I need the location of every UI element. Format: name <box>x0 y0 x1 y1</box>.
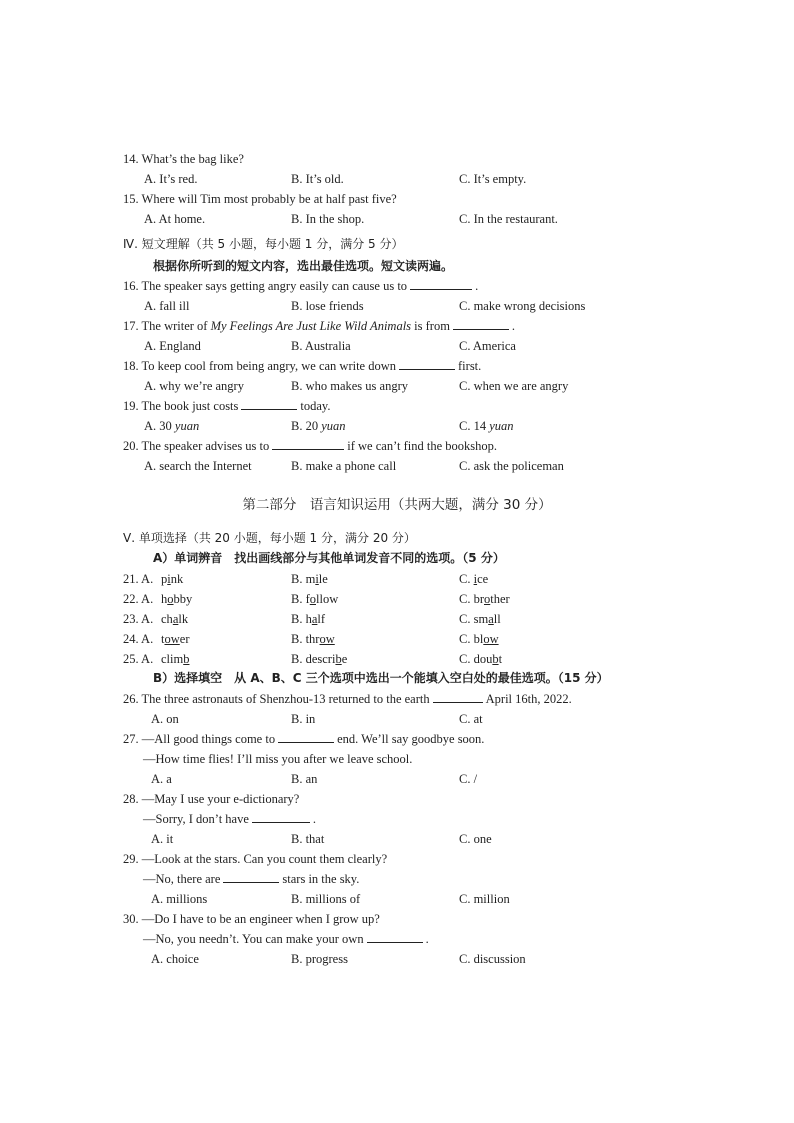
text-after-blank: April 16th, 2022. <box>485 692 572 706</box>
underlined-letters: i <box>315 572 319 586</box>
answer-blank <box>278 729 334 743</box>
word-part: ther <box>490 592 510 606</box>
word-part: B. h <box>291 612 312 626</box>
option-a <box>161 609 188 629</box>
word-part: le <box>318 572 328 586</box>
option-c: C. It’s empty. <box>459 172 527 186</box>
option-c: C. / <box>459 772 478 786</box>
word-part: ll <box>493 612 501 626</box>
option-a: A. England <box>144 339 201 353</box>
question-16-options <box>0 296 794 316</box>
book-title: My Feelings Are Just Like Wild Animals <box>210 319 412 333</box>
question-27-reply <box>0 749 794 769</box>
answer-blank <box>367 929 423 943</box>
question-18-options <box>0 376 794 396</box>
question-20-options <box>0 456 794 476</box>
word-part: C. dou <box>459 652 493 666</box>
option-a: A. search the Internet <box>144 459 252 473</box>
text-after-blank: first. <box>458 359 482 373</box>
underlined-letters: ow <box>319 632 335 646</box>
text-before-blank: 26. The three astronauts of Shenzhou-13 returned to the earth <box>123 692 430 706</box>
option-b: B. Australia <box>291 339 351 353</box>
answer-blank <box>410 276 472 290</box>
answer-blank <box>433 689 483 703</box>
part-2-heading <box>0 494 794 516</box>
word-part: nk <box>170 572 184 586</box>
text-after-blank: . <box>312 812 317 826</box>
word-part: C. <box>459 572 474 586</box>
section-5b-instruction <box>0 668 794 688</box>
question-number: 23. A. <box>123 612 154 626</box>
question-23 <box>0 609 794 629</box>
option-c <box>459 609 501 629</box>
word-part: C. bl <box>459 632 484 646</box>
text-before-blank: 19. The book just costs <box>123 399 239 413</box>
question-text: 28. —May I use your e-dictionary? <box>123 792 300 806</box>
underlined-letters: b <box>183 652 190 666</box>
currency-unit: yuan <box>489 419 514 433</box>
section-4-heading <box>0 234 794 254</box>
answer-blank <box>399 356 455 370</box>
currency-unit: yuan <box>321 419 346 433</box>
section-5a-instruction <box>0 548 794 568</box>
text-before-blank: 20. The speaker advises us to <box>123 439 270 453</box>
option-c: C. ask the policeman <box>459 459 564 473</box>
option-c: C. America <box>459 339 516 353</box>
word-part: B. f <box>291 592 310 606</box>
text-after-blank: . <box>511 319 516 333</box>
option-a-amount: A. 30 <box>144 419 172 433</box>
option-a <box>161 569 183 589</box>
question-number: 25. A. <box>123 652 154 666</box>
question-15-options <box>0 209 794 229</box>
question-number: 24. A. <box>123 632 154 646</box>
option-a: A. millions <box>151 892 208 906</box>
option-b <box>291 649 347 669</box>
option-a <box>144 416 199 436</box>
option-a: A. At home. <box>144 212 206 226</box>
underlined-letters: a <box>488 612 494 626</box>
question-26-options <box>0 709 794 729</box>
option-b: B. an <box>291 772 318 786</box>
option-c <box>459 569 488 589</box>
question-16 <box>0 276 794 296</box>
option-a: A. It’s red. <box>144 172 198 186</box>
word-part: ce <box>477 572 489 586</box>
option-c: C. In the restaurant. <box>459 212 558 226</box>
text-after-blank: today. <box>300 399 331 413</box>
question-25 <box>0 649 794 669</box>
question-29 <box>0 849 794 869</box>
question-30-options <box>0 949 794 969</box>
question-28 <box>0 789 794 809</box>
option-c: C. discussion <box>459 952 526 966</box>
question-27-options <box>0 769 794 789</box>
word-part: h <box>161 592 168 606</box>
option-b: B. that <box>291 832 325 846</box>
section-5-heading <box>0 528 794 548</box>
question-28-reply <box>0 809 794 829</box>
answer-blank <box>241 396 297 410</box>
section-instruction: 根据你所听到的短文内容，选出最佳选项。短文读两遍。 <box>153 259 454 273</box>
option-c <box>459 629 499 649</box>
section-4-instruction <box>0 256 794 276</box>
section-title: Ⅴ. 单项选择（共 20 小题，每小题 1 分，满分 20 分） <box>123 531 416 545</box>
word-part: ch <box>161 612 173 626</box>
word-part: llow <box>316 592 339 606</box>
option-b: B. make a phone call <box>291 459 397 473</box>
option-a: A. why we’re angry <box>144 379 244 393</box>
underlined-letters: a <box>172 612 179 626</box>
answer-blank <box>223 869 279 883</box>
part-title: 第二部分 语言知识运用（共两大题，满分 30 分） <box>242 497 552 513</box>
option-c <box>459 416 514 436</box>
question-text: 15. Where will Tim most probably be at half past five? <box>123 192 397 206</box>
option-c: C. when we are angry <box>459 379 569 393</box>
currency-unit: yuan <box>174 419 200 433</box>
underlined-letters: b <box>335 652 342 666</box>
underlined-letters: a <box>311 612 318 626</box>
question-17-options <box>0 336 794 356</box>
question-26 <box>0 689 794 709</box>
text-before-blank: 18. To keep cool from being angry, we can write down <box>123 359 397 373</box>
option-b <box>291 569 328 589</box>
question-22 <box>0 589 794 609</box>
text-before-blank: 16. The speaker says getting angry easily can cause us to <box>123 279 408 293</box>
answer-blank <box>272 436 344 450</box>
question-27 <box>0 729 794 749</box>
word-part: lk <box>178 612 189 626</box>
word-part: bby <box>173 592 193 606</box>
option-b: B. millions of <box>291 892 361 906</box>
word-part: C. sm <box>459 612 489 626</box>
text-after-blank: stars in the sky. <box>282 872 360 886</box>
question-text: 29. —Look at the stars. Can you count them clearly? <box>123 852 388 866</box>
section-title: Ⅳ. 短文理解（共 5 小题，每小题 1 分，满分 5 分） <box>123 237 404 251</box>
option-b: B. in <box>291 712 316 726</box>
option-c: C. at <box>459 712 483 726</box>
underlined-letters: ow <box>164 632 180 646</box>
option-b: B. who makes us angry <box>291 379 408 393</box>
reply-text <box>143 809 316 829</box>
underlined-letters: i <box>167 572 171 586</box>
question-text <box>123 316 515 336</box>
question-text <box>123 356 481 376</box>
option-a: A. on <box>151 712 179 726</box>
text-after-blank: end. We’ll say goodbye soon. <box>337 732 485 746</box>
question-30-reply <box>0 929 794 949</box>
answer-blank <box>252 809 310 823</box>
text-after-blank: . <box>425 932 429 946</box>
question-30 <box>0 909 794 929</box>
text-before-blank: —Sorry, I don’t have <box>143 812 249 826</box>
question-19-options <box>0 416 794 436</box>
question-19 <box>0 396 794 416</box>
question-14 <box>0 149 794 169</box>
text-after-blank: . <box>475 279 479 293</box>
question-text: 14. What’s the bag like? <box>123 152 244 166</box>
question-17 <box>0 316 794 336</box>
option-a: A. a <box>151 772 172 786</box>
word-part: B. descri <box>291 652 336 666</box>
option-a <box>161 649 189 669</box>
word-part: t <box>498 652 503 666</box>
text-before-blank: is from <box>414 319 450 333</box>
option-c-amount: C. 14 <box>459 419 487 433</box>
answer-blank <box>453 316 509 330</box>
option-c: C. million <box>459 892 510 906</box>
option-b: B. In the shop. <box>291 212 365 226</box>
underlined-letters: ow <box>483 632 499 646</box>
question-24 <box>0 629 794 649</box>
option-a <box>161 589 192 609</box>
question-text <box>123 276 478 296</box>
question-21 <box>0 569 794 589</box>
question-number: 21. A. <box>123 572 154 586</box>
word-part: C. br <box>459 592 484 606</box>
question-15 <box>0 189 794 209</box>
word-part: B. m <box>291 572 316 586</box>
option-b: B. progress <box>291 952 348 966</box>
question-text: 30. —Do I have to be an engineer when I grow up? <box>123 912 380 926</box>
underlined-letters: o <box>309 592 316 606</box>
word-part: clim <box>161 652 184 666</box>
section-instruction: A）单词辨音 找出画线部分与其他单词发音不同的选项。（5 分） <box>153 551 505 565</box>
word-part: er <box>179 632 190 646</box>
question-20 <box>0 436 794 456</box>
option-b: B. lose friends <box>291 299 364 313</box>
reply-text <box>143 929 429 949</box>
question-18 <box>0 356 794 376</box>
question-text <box>123 689 572 709</box>
option-b: B. It’s old. <box>291 172 344 186</box>
underlined-letters: b <box>492 652 499 666</box>
question-28-options <box>0 829 794 849</box>
option-b <box>291 609 325 629</box>
word-part: B. thr <box>291 632 320 646</box>
text-before-title: 17. The writer of <box>123 319 208 333</box>
question-29-options <box>0 889 794 909</box>
underlined-letters: i <box>473 572 478 586</box>
option-c <box>459 649 502 669</box>
option-b <box>291 416 346 436</box>
option-c: C. one <box>459 832 492 846</box>
reply-text <box>143 869 359 889</box>
question-29-reply <box>0 869 794 889</box>
question-number: 22. A. <box>123 592 154 606</box>
option-a <box>161 629 189 649</box>
word-part: t <box>161 632 165 646</box>
word-part: lf <box>317 612 326 626</box>
question-text <box>123 436 497 456</box>
text-before-blank: —No, there are <box>143 872 221 886</box>
option-c: C. make wrong decisions <box>459 299 586 313</box>
text-before-blank: 27. —All good things come to <box>123 732 276 746</box>
option-a: A. it <box>151 832 174 846</box>
question-text <box>123 396 331 416</box>
word-part: e <box>341 652 348 666</box>
option-a: A. choice <box>151 952 199 966</box>
option-a: A. fall ill <box>144 299 190 313</box>
text-before-blank: —No, you needn’t. You can make your own <box>143 932 364 946</box>
option-b <box>291 629 335 649</box>
word-part: p <box>161 572 168 586</box>
question-text <box>123 729 484 749</box>
option-c <box>459 589 510 609</box>
underlined-letters: o <box>167 592 174 606</box>
text-after-blank: if we can’t find the bookshop. <box>347 439 498 453</box>
option-b <box>291 589 338 609</box>
underlined-letters: o <box>484 592 491 606</box>
option-b-amount: B. 20 <box>291 419 319 433</box>
section-instruction: B）选择填空 从 A、B、C 三个选项中选出一个能填入空白处的最佳选项。（15 分） <box>153 671 609 685</box>
question-14-options <box>0 169 794 189</box>
reply-text: —How time flies! I’ll miss you after we leave school. <box>143 752 413 766</box>
